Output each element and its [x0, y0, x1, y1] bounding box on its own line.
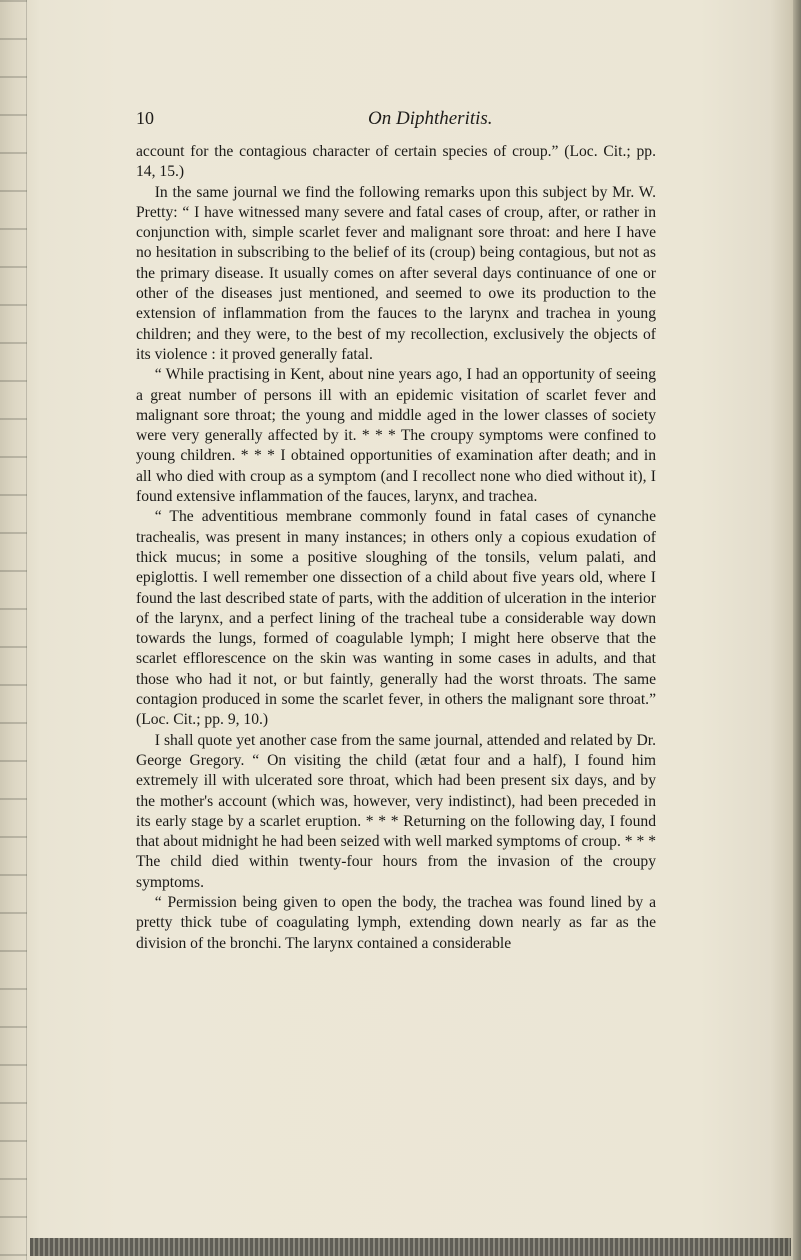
- paragraph-5: I shall quote yet another case from the same journal, attended and related by Dr. George Gregory. “ On visiting the child (ætat four and a half), I found him extremely ill with ulcerated sore throat, which had been present six days, and by the mother's account (which was, however, very indistinct), had been preceded in its early stage by a scarlet eruption. * * * Returning on the following day, I found that about midnight he had been seized with well marked symptoms of croup. * * * The child died within twenty-four hours from the invasion of the croupy symptoms.: [136, 731, 656, 891]
- page-number: 10: [136, 108, 154, 128]
- page-header: [136, 108, 656, 134]
- page-edge-shadow: [793, 0, 801, 1260]
- paragraph-6: “ Permission being given to open the body, the trachea was found lined by a pretty thick tube of coagulating lymph, extending down nearly as far as the division of the bronchi. The larynx contained a considerable: [136, 893, 656, 952]
- paragraph-4: “ The adventitious membrane commonly found in fatal cases of cynanche trachealis, was present in many instances; in others only a copious exudation of thick mucus; in some a positive sloughing of the tonsils, velum palati, and epiglottis. I well remember one dissection of a child about five years old, where I found the last described state of parts, with the addition of ulceration in the interior of the larynx, and a perfect lining of the tracheal tube a considerable way down towards the lungs, formed of coagulable lymph; I might here observe that the scarlet efflorescence on the skin was wanting in some cases in adults, and that those who had it not, or but faintly, generally had the worst throats. The same contagion produced in some the scarlet fever, in others the malignant sore throat.” (Loc. Cit.; pp. 9, 10.): [136, 508, 656, 729]
- binding-edge: [0, 0, 27, 1260]
- page-bottom-edge: [30, 1238, 791, 1256]
- body-text: [136, 142, 656, 954]
- paragraph-3: “ While practising in Kent, about nine years ago, I had an opportunity of seeing a great number of persons ill with an epidemic visitation of scarlet fever and malignant sore throat; the young and middle aged in the lower classes of society were very generally affected by it. * * * The croupy symptoms were confined to young children. * * * I obtained opportunities of examination after death; and in all who died with croup as a symptom (and I recollect none who died without it), I found extensive inflammation of the fauces, larynx, and trachea.: [136, 366, 656, 506]
- paragraph-1: account for the contagious character of certain species of croup.” (Loc. Cit.; pp. 14, 15.): [136, 143, 656, 181]
- paragraph-2: In the same journal we find the following remarks upon this subject by Mr. W. Pretty: “ I have witnessed many severe and fatal cases of croup, after, or rather in conjunction with, simple scarlet fever and malignant sore throat: and here I have no hesitation in subscribing to the belief of its (croup) being contagious, but not as the primary disease. It usually comes on after several days continuance of one or other of the diseases just mentioned, and seemed to owe its production to the extension of inflammation from the fauces to the larynx and trachea in young children; and they were, to the best of my recollection, exclusively the objects of its violence : it proved generally fatal.: [136, 183, 656, 363]
- running-title: On Diphtheritis.: [368, 108, 493, 129]
